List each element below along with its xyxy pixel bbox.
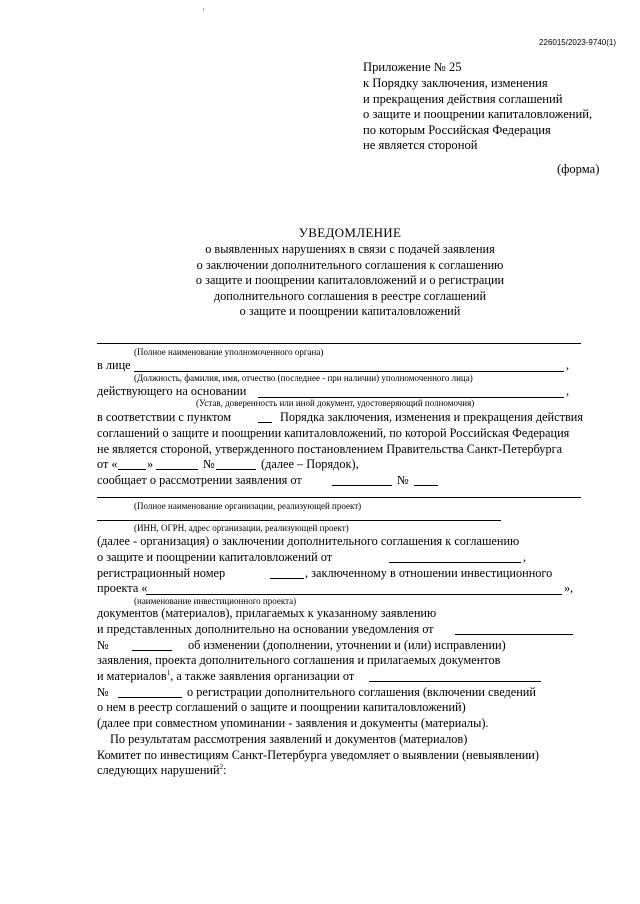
appendix-line: о защите и поощрении капиталовложений, <box>363 107 593 121</box>
footnote-1: 1 <box>166 668 171 677</box>
notice-date-field[interactable] <box>455 634 573 635</box>
paragraph-line: Порядка заключения, изменения и прекращения действия <box>280 410 584 424</box>
appendix-line: и прекращения действия соглашений <box>363 92 563 106</box>
comma: , <box>566 384 570 398</box>
appendix-line: по которым Российская Федерация <box>363 123 551 137</box>
paragraph-line <box>97 763 227 778</box>
paragraph-line <box>97 669 354 684</box>
caption-position: (Должность, фамилия, имя, отчество (последнее - при наличии) уполномоченного лица) <box>134 373 473 383</box>
caption-organization: (Полное наименование организации, реализующей проект) <box>134 501 362 511</box>
paragraph-line: о регистрации дополнительного соглашения (включении сведений <box>187 685 536 699</box>
caption-document: (Устав, доверенность или иной документ, удостоверяющий полномочия) <box>196 398 475 408</box>
paragraph-line: сообщает о рассмотрении заявления от <box>97 473 302 487</box>
document-title: УВЕДОМЛЕНИЕ <box>298 225 402 240</box>
paragraph-line: не является стороной, утвержденного постановлением Правительства Санкт-Петербурга <box>97 442 563 456</box>
appendix-line: к Порядку заключения, изменения <box>363 76 548 90</box>
registration-number-field[interactable] <box>270 578 304 579</box>
paragraph-line: и представленных дополнительно на основании уведомления от <box>97 622 434 636</box>
paragraph-line: о нем в реестр соглашений о защите и поощрении капиталовложений) <box>97 700 466 714</box>
notice-number-field[interactable] <box>132 650 172 651</box>
footnote-2: 2 <box>219 762 224 771</box>
caption-authority: (Полное наименование уполномоченного органа) <box>134 347 324 357</box>
paragraph-line: » <box>147 457 154 471</box>
agreement-date-field[interactable] <box>389 562 521 563</box>
org-application-date-field[interactable] <box>369 681 541 682</box>
paragraph-line: № <box>97 638 109 652</box>
subtitle-line: о выявленных нарушениях в связи с подачей заявления <box>205 242 495 256</box>
person-field[interactable] <box>134 371 564 372</box>
in-person-label: в лице <box>97 358 131 372</box>
paragraph-line: регистрационный номер <box>97 566 226 580</box>
subtitle-line: о защите и поощрении капиталовложений <box>239 304 461 318</box>
form-label: (форма) <box>557 162 600 176</box>
subtitle-line: дополнительного соглашения в реестре соглашений <box>213 289 487 303</box>
paragraph-line: № <box>397 473 409 487</box>
comma: , <box>566 358 570 372</box>
organization-name-field[interactable] <box>97 497 581 498</box>
org-application-number-field[interactable] <box>118 697 182 698</box>
paragraph-line: документов (материалов), прилагаемых к указанному заявлению <box>97 606 437 620</box>
paragraph-line: Комитет по инвестициям Санкт-Петербурга уведомляет о выявлении (невыявлении) <box>97 748 539 762</box>
paragraph-line: проекта « <box>97 581 148 595</box>
application-date-field[interactable] <box>332 485 392 486</box>
materials-text: и материалов <box>97 669 167 683</box>
decree-day-field[interactable] <box>118 469 146 470</box>
paragraph-line: (далее - организация) о заключении дополнительного соглашения к соглашению <box>97 534 520 548</box>
paragraph-line: о защите и поощрении капиталовложений от <box>97 550 333 564</box>
paragraph-line: соглашений о защите и поощрении капиталовложений, по которой Российская Федерация <box>97 426 570 440</box>
paragraph-line: № <box>203 457 215 471</box>
paragraph-line: , заключенному в отношении инвестиционного <box>305 566 553 580</box>
paragraph-line: от « <box>97 457 118 471</box>
paragraph-line: По результатам рассмотрения заявлений и документов (материалов) <box>110 732 468 746</box>
paragraph-line: (далее – Порядок), <box>261 457 359 471</box>
project-name-field[interactable] <box>146 594 562 595</box>
paragraph-line: № <box>97 685 109 699</box>
paragraph-line: (далее при совместном упоминании - заявления и документы (материалы). <box>97 716 489 730</box>
paragraph-line: об изменении (дополнении, уточнении и (или) исправлении) <box>188 638 506 652</box>
subtitle-line: о заключении дополнительного соглашения к соглашению <box>196 258 504 272</box>
authority-name-field[interactable] <box>97 343 581 344</box>
paragraph-line: заявления, проекта дополнительного соглашения и прилагаемых документов <box>97 653 501 667</box>
comma: , <box>523 550 527 564</box>
paragraph-line: », <box>564 581 574 595</box>
clause-number-field[interactable] <box>258 422 272 423</box>
caption-project: (наименование инвестиционного проекта) <box>134 596 297 606</box>
application-number-field[interactable] <box>414 485 438 486</box>
violations-text: : <box>223 763 227 777</box>
decree-month-field[interactable] <box>156 469 198 470</box>
organization-inn-field[interactable] <box>97 520 501 521</box>
violations-text: следующих нарушений <box>97 763 220 777</box>
acting-basis-label: действующего на основании <box>97 384 247 398</box>
appendix-line: не является стороной <box>363 138 478 152</box>
caption-inn: (ИНН, ОГРН, адрес организации, реализующей проект) <box>134 523 349 533</box>
decree-number-field[interactable] <box>216 469 256 470</box>
materials-text: , а также заявления организации от <box>170 669 355 683</box>
scan-mark <box>203 8 204 11</box>
document-id: 226015/2023-9740(1) <box>539 38 616 47</box>
paragraph-line: в соответствии с пунктом <box>97 410 231 424</box>
subtitle-line: о защите и поощрении капиталовложений и о регистрации <box>195 273 505 287</box>
appendix-line: Приложение № 25 <box>363 60 462 74</box>
